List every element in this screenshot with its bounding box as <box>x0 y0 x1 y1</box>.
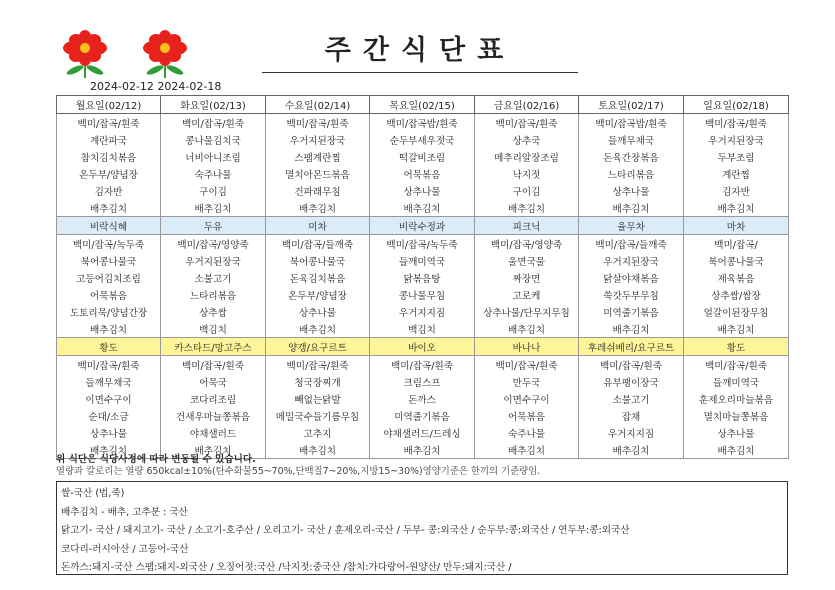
menu-item: 들깨무채국 <box>579 131 684 148</box>
morning-snack-row <box>57 217 789 235</box>
menu-item: 콩나물무침 <box>370 286 475 303</box>
lunch-row <box>57 303 789 320</box>
menu-body <box>57 114 789 459</box>
snack-item: 황도 <box>57 338 161 356</box>
menu-item: 크림스프 <box>370 373 475 390</box>
day-header: 화요일(02/13) <box>161 96 266 114</box>
menu-item: 배추김치 <box>475 199 579 217</box>
menu-item: 만두국 <box>475 373 579 390</box>
menu-item: 구이김 <box>475 182 579 199</box>
menu-item: 잡채 <box>579 407 684 424</box>
menu-item: 온두부/양념장 <box>266 286 370 303</box>
menu-item: 쑥갓두부무침 <box>579 286 684 303</box>
menu-item: 소불고기 <box>161 269 266 286</box>
menu-item: 느타리볶음 <box>579 165 684 182</box>
menu-item: 제육볶음 <box>684 269 789 286</box>
menu-item: 메밀국수들기름무침 <box>266 407 370 424</box>
snack-item: 바이오 <box>370 338 475 356</box>
menu-item: 고로케 <box>475 286 579 303</box>
menu-item: 백미/잡곡/녹두죽 <box>370 235 475 253</box>
menu-item: 소불고기 <box>579 390 684 407</box>
menu-item: 상추나물 <box>579 182 684 199</box>
snack-item: 황도 <box>684 338 789 356</box>
lunch-row <box>57 252 789 269</box>
menu-item: 상추나물 <box>370 182 475 199</box>
menu-item: 야채샐러드/드레싱 <box>370 424 475 441</box>
breakfast-row <box>57 182 789 199</box>
menu-item: 우거지된장국 <box>161 252 266 269</box>
breakfast-row <box>57 114 789 132</box>
menu-item: 백미/잡곡/흰죽 <box>684 356 789 374</box>
menu-item: 이면수구이 <box>475 390 579 407</box>
menu-item: 미역줄기볶음 <box>579 303 684 320</box>
menu-item: 이면수구이 <box>57 390 161 407</box>
menu-item: 배추김치 <box>161 441 266 459</box>
title-underline <box>262 72 578 73</box>
menu-item: 야채샐러드 <box>161 424 266 441</box>
notice-text: 위 식단은 식당사정에 따라 변동될 수 있습니다. <box>56 454 256 465</box>
nutrition-text: 열량과 칼로리는 열량 650kcal±10%(탄수화물55~70%,단백질7~20%,지방15~30%)영양기준은 한끼의 기준량임. <box>56 466 541 477</box>
menu-item: 어묵국 <box>161 373 266 390</box>
origin-line: 쌀-국산 (법,죽) <box>61 488 125 499</box>
menu-item: 건파래무침 <box>266 182 370 199</box>
menu-item: 돈육간장볶음 <box>579 148 684 165</box>
menu-item: 닭볶음탕 <box>370 269 475 286</box>
menu-item: 얼갈이된장무침 <box>684 303 789 320</box>
menu-item: 건새우마늘쫑볶음 <box>161 407 266 424</box>
menu-item: 계란찜 <box>684 165 789 182</box>
menu-item: 상추나물 <box>684 424 789 441</box>
menu-item: 백미/잡곡/흰죽 <box>684 114 789 132</box>
menu-item: 백미/잡곡/흰죽 <box>266 356 370 374</box>
dinner-row <box>57 356 789 374</box>
menu-item: 코다리조림 <box>161 390 266 407</box>
day-header-row <box>57 96 789 114</box>
snack-item: 카스타드/망고주스 <box>161 338 266 356</box>
menu-item: 백미/잡곡/영양죽 <box>475 235 579 253</box>
menu-item: 메추리알장조림 <box>475 148 579 165</box>
menu-item: 도토리묵/양념간장 <box>57 303 161 320</box>
snack-item: 율무차 <box>579 217 684 235</box>
menu-item: 멸치아몬드볶음 <box>266 165 370 182</box>
menu-item: 들깨미역국 <box>684 373 789 390</box>
snack-item: 비락수정과 <box>370 217 475 235</box>
menu-item: 배추김치 <box>579 320 684 338</box>
menu-item: 백미/잡곡밥/흰죽 <box>370 114 475 132</box>
menu-item: 고추지 <box>266 424 370 441</box>
menu-item: 배추김치 <box>370 199 475 217</box>
menu-item: 배추김치 <box>475 441 579 459</box>
menu-item: 북어콩나물국 <box>266 252 370 269</box>
menu-item: 백미/잡곡밥/흰죽 <box>579 114 684 132</box>
snack-item: 양갱/요구르트 <box>266 338 370 356</box>
menu-item: 백미/잡곡/흰죽 <box>57 114 161 132</box>
menu-item: 백미/잡곡/녹두죽 <box>57 235 161 253</box>
menu-item: 고등어김치조림 <box>57 269 161 286</box>
menu-item: 배추김치 <box>266 320 370 338</box>
menu-item: 상추쌈/쌈장 <box>684 286 789 303</box>
menu-item: 우거지된장국 <box>579 252 684 269</box>
menu-item: 계란파국 <box>57 131 161 148</box>
afternoon-snack-row <box>57 338 789 356</box>
menu-item: 배추김치 <box>579 199 684 217</box>
origin-line: 배추김치 - 배추, 고추분 : 국산 <box>61 506 188 518</box>
menu-item: 북어콩나물국 <box>57 252 161 269</box>
menu-item: 순두부새우젓국 <box>370 131 475 148</box>
menu-item: 상추국 <box>475 131 579 148</box>
menu-item: 백미/잡곡/ <box>684 235 789 253</box>
breakfast-row <box>57 148 789 165</box>
menu-item: 백미/잡곡/흰죽 <box>161 356 266 374</box>
menu-item: 백김치 <box>161 320 266 338</box>
lunch-row <box>57 320 789 338</box>
menu-item: 백미/잡곡/흰죽 <box>475 356 579 374</box>
menu-item: 상추나물 <box>266 303 370 320</box>
snack-item: 마차 <box>684 217 789 235</box>
menu-item: 상추나물/단무지무침 <box>475 303 579 320</box>
day-header: 토요일(02/17) <box>579 96 684 114</box>
menu-item: 닭살야채볶음 <box>579 269 684 286</box>
menu-item: 백미/잡곡/흰죽 <box>475 114 579 132</box>
day-header: 금요일(02/16) <box>475 96 579 114</box>
day-header: 목요일(02/15) <box>370 96 475 114</box>
lunch-row <box>57 269 789 286</box>
menu-item: 백미/잡곡/흰죽 <box>579 356 684 374</box>
snack-item: 비락식혜 <box>57 217 161 235</box>
menu-item: 들깨미역국 <box>370 252 475 269</box>
menu-item: 배추김치 <box>57 441 161 459</box>
menu-item: 백미/잡곡/흰죽 <box>57 356 161 374</box>
menu-item: 참치김치볶음 <box>57 148 161 165</box>
menu-item: 어묵볶음 <box>370 165 475 182</box>
weekly-menu-table <box>56 95 789 459</box>
menu-item: 배추김치 <box>475 320 579 338</box>
menu-item: 배추김치 <box>266 441 370 459</box>
menu-item: 훈제오리마늘볶음 <box>684 390 789 407</box>
menu-item: 빼없는닭발 <box>266 390 370 407</box>
menu-item: 백미/잡곡/들깨죽 <box>579 235 684 253</box>
menu-item: 북어콩나물국 <box>684 252 789 269</box>
snack-item: 피크닉 <box>475 217 579 235</box>
day-header: 월요일(02/12) <box>57 96 161 114</box>
menu-item: 백미/잡곡/들깨죽 <box>266 235 370 253</box>
menu-item: 구이김 <box>161 182 266 199</box>
lunch-row <box>57 286 789 303</box>
snack-item: 미차 <box>266 217 370 235</box>
page-title: 주간식단표 <box>324 35 516 66</box>
breakfast-row <box>57 131 789 148</box>
dinner-row <box>57 424 789 441</box>
menu-item: 짜장면 <box>475 269 579 286</box>
dinner-row <box>57 390 789 407</box>
lunch-row <box>57 235 789 253</box>
menu-item: 김자반 <box>57 182 161 199</box>
menu-item: 우거지지짐 <box>370 303 475 320</box>
menu-item: 배추김치 <box>579 441 684 459</box>
origin-line: 코다리-러시아산 / 고등어-국산 <box>61 543 189 555</box>
origin-info-box <box>56 481 788 575</box>
menu-item: 어묵볶음 <box>475 407 579 424</box>
date-range: 2024-02-12 2024-02-18 <box>90 80 222 93</box>
menu-item: 순대/소금 <box>57 407 161 424</box>
menu-item: 스팸계란찜 <box>266 148 370 165</box>
menu-item: 떡갈비조림 <box>370 148 475 165</box>
origin-line: 닭고기- 국산 / 돼지고기- 국산 / 소고기-호주산 / 오리고기- 국산 / 훈제오리-국산 / 두부- 콩:외국산 / 순두부:콩:외국산 / 연두부:콩:외국산 <box>61 525 630 536</box>
menu-item: 느타리볶음 <box>161 286 266 303</box>
menu-item: 숙주나물 <box>475 424 579 441</box>
menu-item: 배추김치 <box>57 199 161 217</box>
menu-item: 들깨무채국 <box>57 373 161 390</box>
menu-item: 배추김치 <box>684 441 789 459</box>
menu-item: 어묵볶음 <box>57 286 161 303</box>
menu-item: 청국장찌개 <box>266 373 370 390</box>
snack-item: 후레쉬베리/요구르트 <box>579 338 684 356</box>
menu-item: 콩나물김치국 <box>161 131 266 148</box>
menu-item: 상추나물 <box>57 424 161 441</box>
menu-item: 백미/잡곡/흰죽 <box>161 114 266 132</box>
menu-item: 백김치 <box>370 320 475 338</box>
notes <box>56 454 540 478</box>
menu-item: 숙주나물 <box>161 165 266 182</box>
menu-item: 배추김치 <box>57 320 161 338</box>
menu-item: 배추김치 <box>266 199 370 217</box>
menu-item: 미역줄기볶음 <box>370 407 475 424</box>
menu-item: 낙지젓 <box>475 165 579 182</box>
menu-item: 울면국물 <box>475 252 579 269</box>
menu-item: 백미/잡곡/흰죽 <box>266 114 370 132</box>
menu-item: 우거지지짐 <box>579 424 684 441</box>
menu-item: 김자반 <box>684 182 789 199</box>
menu-item: 배추김치 <box>161 199 266 217</box>
flower-icon <box>143 30 187 78</box>
menu-item: 백미/잡곡/영양죽 <box>161 235 266 253</box>
menu-item: 멸치마늘쫑볶음 <box>684 407 789 424</box>
menu-item: 돈까스 <box>370 390 475 407</box>
breakfast-row <box>57 165 789 182</box>
menu-item: 온두부/양념장 <box>57 165 161 182</box>
menu-item: 배추김치 <box>684 199 789 217</box>
dinner-row <box>57 373 789 390</box>
flower-decoration <box>57 28 217 80</box>
menu-item: 배추김치 <box>684 320 789 338</box>
menu-item: 우거지된장국 <box>684 131 789 148</box>
menu-item: 우거지된장국 <box>266 131 370 148</box>
snack-item: 바나나 <box>475 338 579 356</box>
flower-icon <box>63 30 107 78</box>
day-header: 수요일(02/14) <box>266 96 370 114</box>
menu-item: 배추김치 <box>370 441 475 459</box>
menu-item: 백미/잡곡/흰죽 <box>370 356 475 374</box>
menu-item: 돈육김치볶음 <box>266 269 370 286</box>
menu-item: 두부조림 <box>684 148 789 165</box>
dinner-row <box>57 407 789 424</box>
snack-item: 두유 <box>161 217 266 235</box>
origin-line: 돈까스:돼지-국산 스팸:돼지-외국산 / 오징어젓:국산 /낙지젓:중국산 /참치:가다랑어-원양산/ 만두:돼지:국산 / <box>61 562 512 573</box>
menu-item: 너비아니조림 <box>161 148 266 165</box>
menu-item: 상추쌈 <box>161 303 266 320</box>
breakfast-row <box>57 199 789 217</box>
menu-item: 유부팽이장국 <box>579 373 684 390</box>
day-header: 일요일(02/18) <box>684 96 789 114</box>
